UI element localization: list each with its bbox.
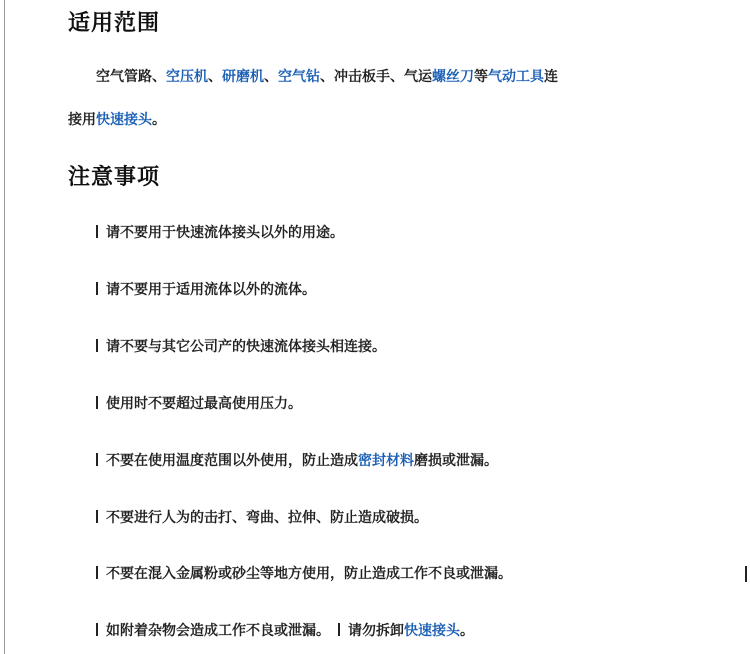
notes-item-text: 请不要用于适用流体以外的流体。 — [106, 282, 316, 298]
section-heading-scope: 适用范围 — [68, 11, 161, 36]
link-pneumatic-tools[interactable]: 气动工具 — [488, 69, 544, 85]
notes-item-text: 如附着杂物会造成工作不良或泄漏。 — [106, 623, 330, 639]
notes-item-text: 不要在使用温度范围以外使用，防止造成 — [106, 453, 358, 469]
bullet-bar — [96, 339, 98, 352]
link-sealing-material[interactable]: 密封材料 — [358, 453, 414, 469]
link-quick-coupling[interactable]: 快速接头 — [96, 112, 152, 128]
bullet-bar — [96, 566, 98, 579]
notes-item-text: 请勿拆卸 — [348, 623, 404, 639]
scope-paragraph-line1 — [96, 66, 558, 86]
text-segment: 接用 — [68, 112, 96, 128]
notes-item-text: 不要进行人为的击打、弯曲、拉伸、防止造成破损。 — [106, 510, 428, 526]
link-grinder[interactable]: 研磨机 — [222, 69, 264, 85]
notes-list-item — [96, 222, 344, 242]
page-left-border — [4, 0, 5, 654]
bullet-bar — [96, 623, 98, 636]
link-quick-coupling-2[interactable]: 快速接头 — [404, 623, 460, 639]
notes-list-item — [96, 563, 512, 583]
notes-item-text: 不要在混入金属粉或砂尘等地方使用，防止造成工作不良或泄漏。 — [106, 566, 512, 582]
bullet-bar — [96, 396, 98, 409]
notes-item-text: 。 — [460, 623, 474, 639]
notes-list-item — [96, 279, 316, 299]
link-screwdriver[interactable]: 螺丝刀 — [432, 69, 474, 85]
text-segment: 连 — [544, 69, 558, 85]
notes-list-item — [96, 620, 474, 640]
notes-list-item — [96, 507, 428, 527]
text-segment: 、 — [208, 69, 222, 85]
text-segment: 。 — [152, 112, 166, 128]
bullet-bar — [96, 453, 98, 466]
bullet-bar — [96, 282, 98, 295]
notes-list-item — [96, 393, 302, 413]
notes-item-text: 请不要用于快速流体接头以外的用途。 — [106, 225, 344, 241]
section-heading-notes: 注意事项 — [68, 165, 161, 190]
notes-list-item — [96, 450, 498, 470]
text-segment: 等 — [474, 69, 488, 85]
text-segment: 空气管路、 — [96, 69, 166, 85]
text-segment: 、 — [264, 69, 278, 85]
link-air-drill[interactable]: 空气钻 — [278, 69, 320, 85]
bullet-bar — [96, 225, 98, 238]
notes-item-text: 请不要与其它公司产的快速流体接头相连接。 — [106, 339, 386, 355]
notes-list-item — [96, 336, 386, 356]
notes-item-text: 使用时不要超过最高使用压力。 — [106, 396, 302, 412]
scope-paragraph-line2 — [68, 109, 166, 129]
notes-item-text: 磨损或泄漏。 — [414, 453, 498, 469]
bullet-bar — [96, 510, 98, 523]
bullet-bar — [338, 623, 340, 636]
text-segment: 、冲击板手、气运 — [320, 69, 432, 85]
link-air-compressor[interactable]: 空压机 — [166, 69, 208, 85]
scroll-edge-marker — [745, 566, 747, 582]
